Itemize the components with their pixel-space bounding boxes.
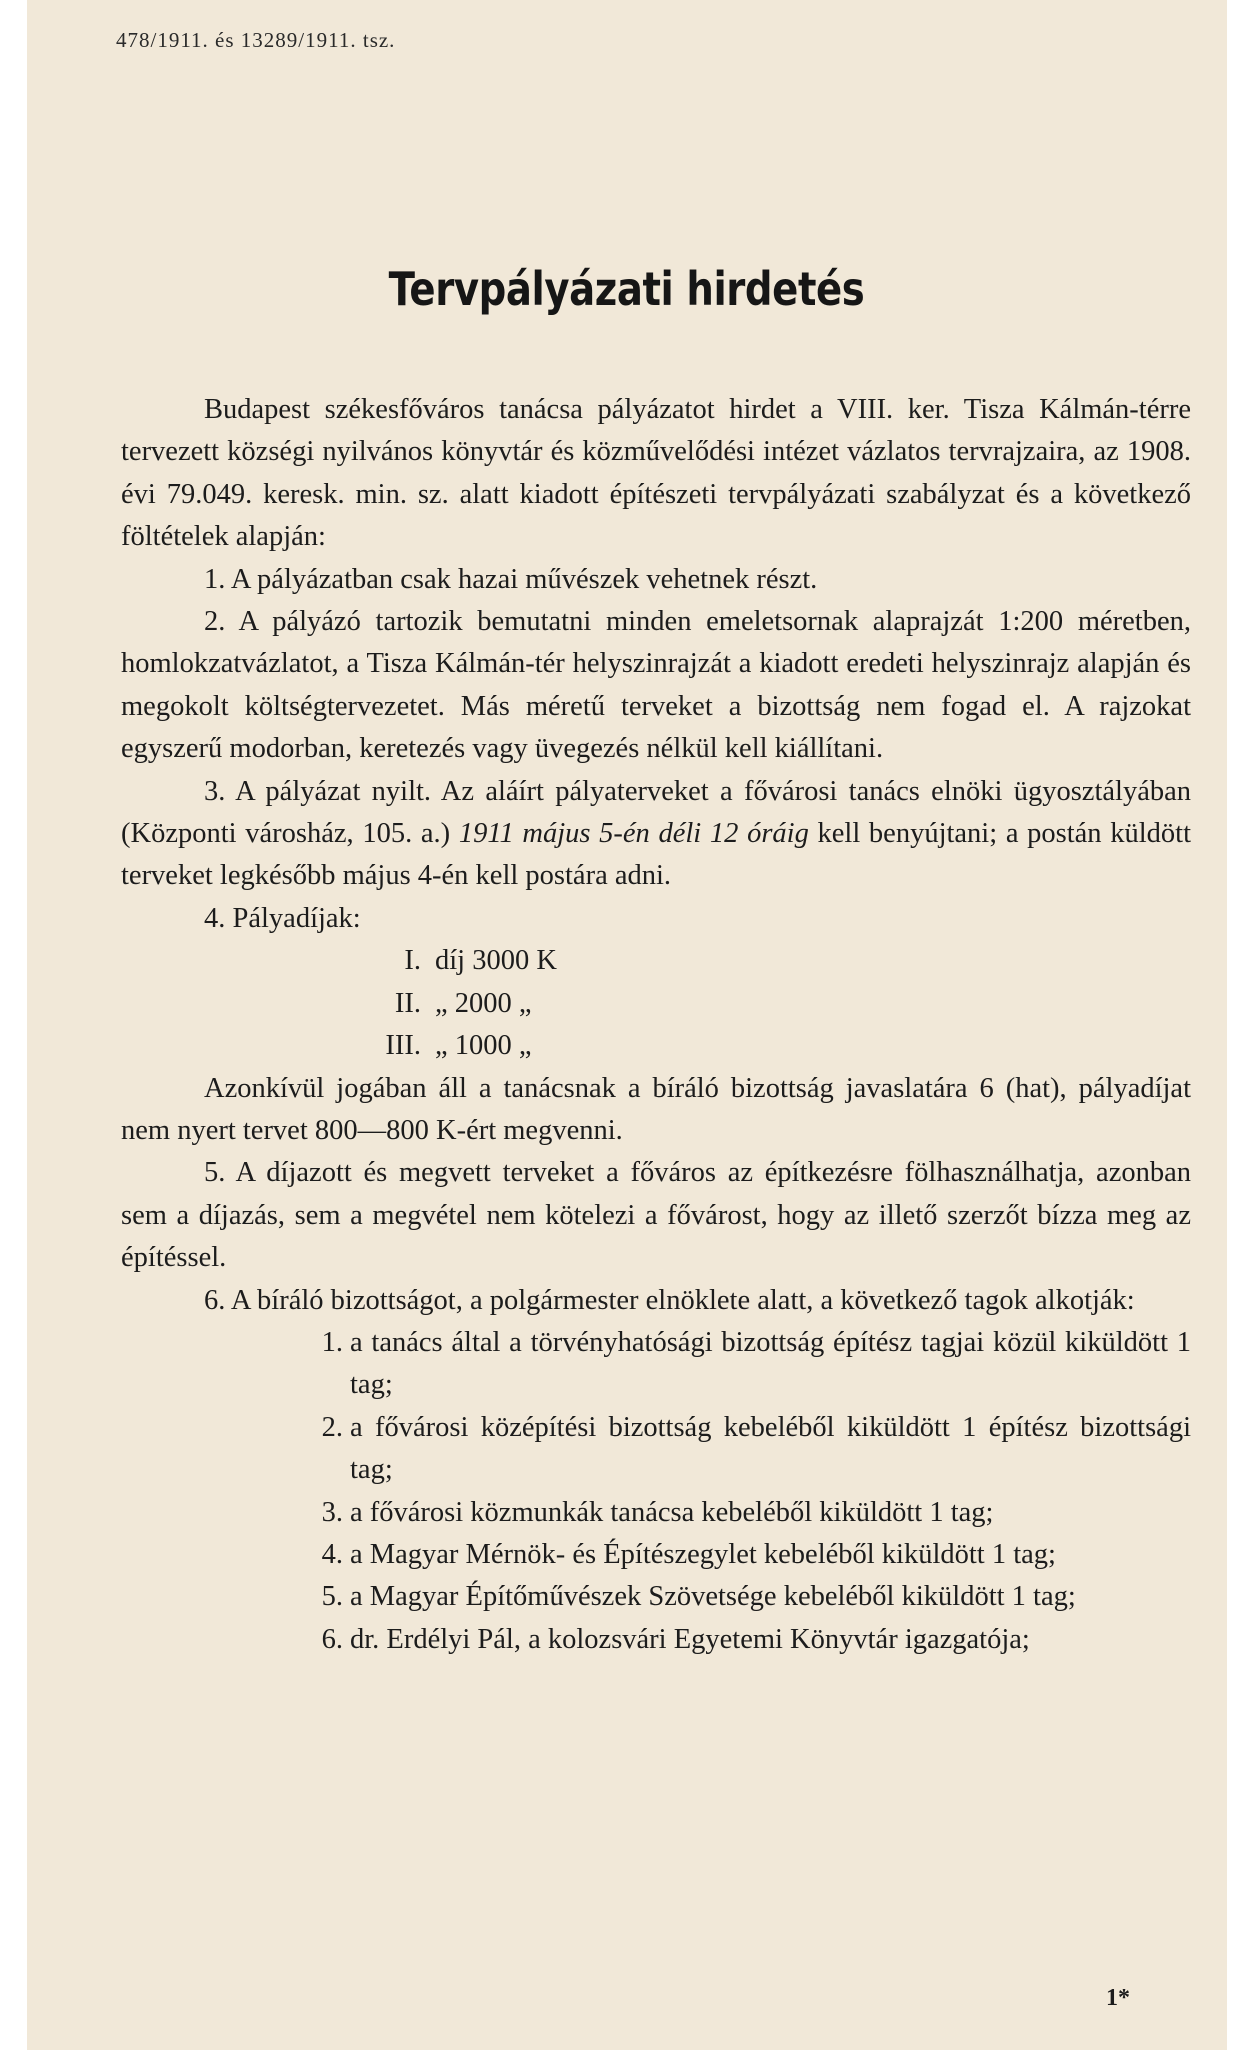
list-item <box>121 1576 1191 1618</box>
list-item <box>121 1407 1191 1492</box>
list-item <box>121 1322 1191 1407</box>
list-item-number: 2. <box>321 1411 343 1443</box>
list-item <box>121 1619 1191 1661</box>
list-item-text: a Magyar Mérnök- és Építészegylet kebeléből kiküldött 1 tag; <box>350 1538 1056 1570</box>
prize-row <box>121 940 1191 982</box>
list-item-text: a tanács által a törvényhatósági bizottság építész tagjai közül kiküldött 1 tag; <box>350 1326 1191 1401</box>
list-item-number: 6. <box>321 1623 343 1655</box>
paragraph-2: 2. A pályázó tartozik bemutatni minden emeletsornak alaprajzát 1:200 méretben, homlokzatvázlatot, a Tisza Kálmán-tér helyszinrajzát a kiadott eredeti helyszinrajz alapján és megokolt költségtervezetet. Más méretű terveket a bizottság nem fogad el. A rajzokat egyszerű modorban, keretezés vagy üvegezés nélkül kell kiállítani. <box>121 606 1191 765</box>
paragraph-6-lead: 6. A bíráló bizottságot, a polgármester elnöklete alatt, a következő tagok alkotják: <box>204 1284 1135 1316</box>
list-item-text: a fővárosi közmunkák tanácsa kebeléből kiküldött 1 tag; <box>350 1496 994 1528</box>
prize-label: III. <box>385 1030 421 1062</box>
paragraph-5: 5. A díjazott és megvett terveket a főváros az építkezésre fölhasználhatja, azonban sem a díjazás, sem a megvétel nem kötelezi a fővárost, hogy az illető szerzőt bízza meg az építéssel. <box>121 1157 1191 1274</box>
paragraph-4-extra: Azonkívül jogában áll a tanácsnak a bíráló bizottság javaslatára 6 (hat), pályadíjat nem nyert tervet 800—800 K-ért megvenni. <box>121 1072 1191 1146</box>
committee-member-list <box>121 1322 1191 1661</box>
submission-deadline: 1911 május 5-én déli 12 óráig <box>458 818 809 850</box>
prize-label: II. <box>394 987 421 1019</box>
prize-row <box>121 983 1191 1025</box>
list-item-text: a Magyar Építőművészek Szövetsége kebeléből kiküldött 1 tag; <box>350 1581 1076 1613</box>
paragraph-3-lead: 3. A pályázat nyilt. Az aláírt pályaterveket a fővárosi tanács elnöki ügyosztályában (Központi városház, 105. a.) <box>121 775 1191 850</box>
prize-amount: „ 2000 „ <box>435 987 532 1019</box>
prize-amount: díj 3000 K <box>435 945 557 977</box>
intro-paragraph: Budapest székesfőváros tanácsa pályázatot hirdet a VIII. ker. Tisza Kálmán-térre tervezett községi nyilvános könyvtár és közművelődési intézet vázlatos tervrajzaira, az 1908. évi 79.049. keresk. min. sz. alatt kiadott építészeti tervpályázati szabályzat és a következő föltételek alapján: <box>121 394 1191 553</box>
prize-list <box>121 940 1191 1067</box>
list-item-text: dr. Erdélyi Pál, a kolozsvári Egyetemi Könyvtár igazgatója; <box>350 1623 1030 1655</box>
list-item-number: 1. <box>321 1326 343 1358</box>
list-item-number: 5. <box>321 1581 343 1613</box>
page-number: 1* <box>1106 1985 1130 2011</box>
prize-label: I. <box>404 945 421 977</box>
paragraph-3 <box>121 771 1191 898</box>
list-item-number: 4. <box>321 1538 343 1570</box>
prize-row <box>121 1025 1191 1067</box>
document-title: Tervpályázati hirdetés <box>388 262 865 316</box>
paragraph-4-heading: 4. Pályadíjak: <box>204 902 361 934</box>
paragraph-3-tail: kell benyújtani; a postán küldött terveket legkésőbb május 4-én kell postára adni. <box>121 818 1191 892</box>
list-item <box>121 1534 1191 1576</box>
paragraph-1: 1. A pályázatban csak hazai művészek vehetnek részt. <box>204 563 818 595</box>
document-body <box>121 389 1191 1661</box>
document-reference-number: 478/1911. és 13289/1911. tsz. <box>116 28 396 52</box>
list-item <box>121 1492 1191 1534</box>
list-item-text: a fővárosi középítési bizottság kebeléből kiküldött 1 építész bizottsági tag; <box>350 1411 1191 1486</box>
prize-amount: „ 1000 „ <box>435 1030 532 1062</box>
list-item-number: 3. <box>321 1496 343 1528</box>
